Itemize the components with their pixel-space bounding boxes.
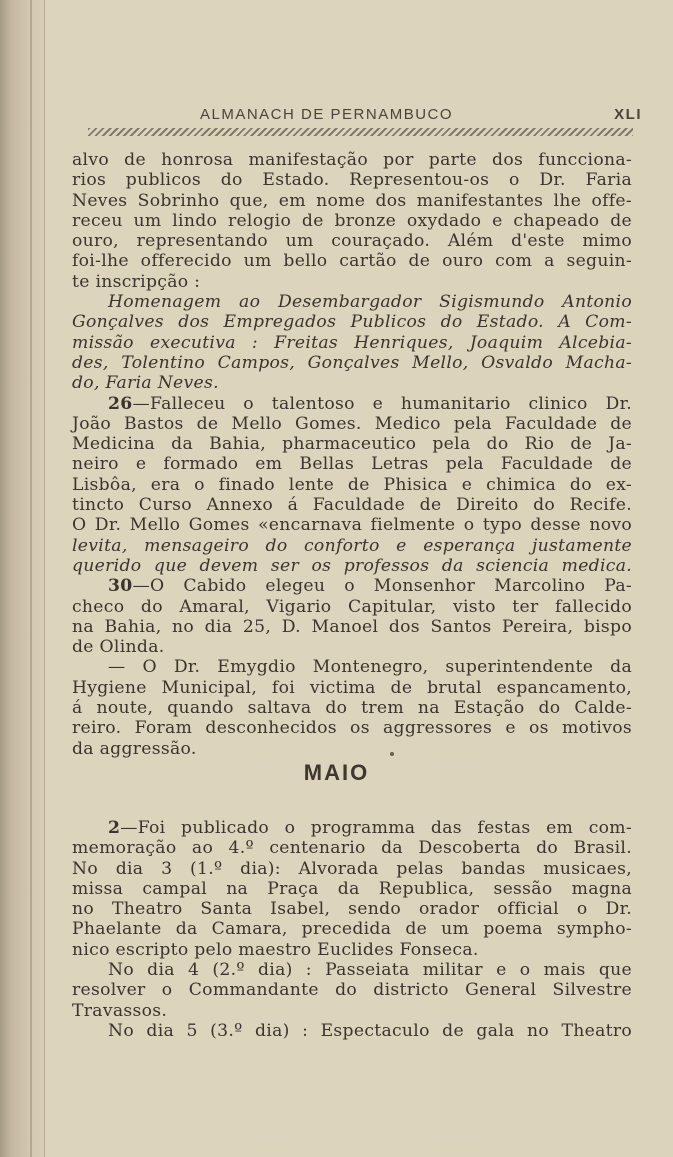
line-text: Phaelante da Camara, precedida de um poema sympho- [72, 919, 632, 940]
text-line [72, 333, 632, 353]
entry-day: 30 [108, 576, 133, 597]
line-text: O Dr. Mello Gomes «encarnava fielmente o typo desse novo [72, 515, 632, 536]
section-ornament [390, 752, 394, 756]
line-text: —Falleceu o talentoso e humanitario clinico Dr. [132, 393, 632, 414]
line-text: Lisbôa, era o finado lente de Phisica e chimica do ex- [72, 474, 632, 495]
gutter-line [30, 0, 32, 1157]
text-line [72, 818, 632, 838]
text-line [72, 597, 632, 617]
line-text: João Bastos de Mello Gomes. Medico pela Faculdade de [72, 413, 632, 434]
text-line [72, 150, 632, 170]
line-text: resolver o Commandante do districto General Silvestre [72, 980, 632, 1001]
text-line [72, 272, 632, 292]
text-line [72, 899, 632, 919]
text-line [72, 434, 632, 454]
text-line [72, 454, 632, 474]
line-text: Neves Sobrinho que, em nome dos manifestantes lhe offe- [72, 190, 632, 211]
text-line [72, 637, 632, 657]
line-text: No dia 5 (3.º dia) : Espectaculo de gala no Theatro [108, 1020, 632, 1041]
text-line [72, 191, 632, 211]
text-line [72, 1001, 632, 1021]
text-line [72, 353, 632, 373]
body-text-block-2 [72, 818, 632, 1041]
text-line [72, 838, 632, 858]
line-text: —O Cabido elegeu o Monsenhor Marcolino Pa- [132, 576, 632, 597]
line-text: na Bahia, no dia 25, D. Manoel dos Santos Pereira, bispo [72, 616, 632, 637]
text-line [72, 739, 632, 759]
text-line [72, 617, 632, 637]
line-text: Gonçalves dos Empregados Publicos do Estado. A Com- [72, 312, 632, 333]
entry-day: 26 [108, 393, 133, 414]
text-line [72, 170, 632, 190]
text-line [72, 859, 632, 879]
line-text: Medicina da Bahia, pharmaceutico pela do Rio de Ja- [72, 434, 632, 455]
line-text: te inscripção : [72, 271, 201, 292]
page-folio: XLI [614, 106, 642, 123]
text-line [72, 657, 632, 677]
text-line [72, 919, 632, 939]
line-text: des, Tolentino Campos, Gonçalves Mello, Osvaldo Macha- [72, 352, 632, 373]
line-text: —Foi publicado o programma das festas em com- [120, 818, 632, 838]
text-line [72, 211, 632, 231]
running-header [60, 106, 650, 128]
text-line [72, 940, 632, 960]
text-line [72, 960, 632, 980]
text-line [72, 475, 632, 495]
text-line [72, 414, 632, 434]
text-line [72, 251, 632, 271]
line-text: do, Faria Neves. [72, 373, 219, 394]
line-text: Homenagem ao Desembargador Sigismundo Antonio [108, 292, 632, 313]
line-text: No dia 3 (1.º dia): Alvorada pelas bandas musicaes, [72, 858, 632, 879]
running-title: ALMANACH DE PERNAMBUCO [200, 106, 454, 123]
section-title: MAIO [303, 760, 370, 785]
line-text: nico escripto pelo maestro Euclides Fonseca. [72, 939, 479, 960]
text-line [72, 718, 632, 738]
line-text: rios publicos do Estado. Representou-os o Dr. Faria [72, 170, 632, 191]
text-line [72, 515, 632, 535]
line-text: neiro e formado em Bellas Letras pela Faculdade de [72, 454, 632, 475]
line-text: alvo de honrosa manifestação por parte dos funcciona- [72, 150, 632, 170]
line-text: Travassos. [72, 1000, 168, 1021]
text-line [72, 312, 632, 332]
line-text: tincto Curso Annexo á Faculdade de Direito do Recife. [72, 495, 632, 516]
line-text: receu um lindo relogio de bronze oxydado e chapeado de [72, 210, 632, 231]
text-line [72, 879, 632, 899]
line-text: á noute, quando saltava do trem na Estação do Calde- [72, 698, 632, 719]
text-line [72, 394, 632, 414]
text-line [72, 576, 632, 596]
line-text: Hygiene Municipal, foi victima de brutal espancamento, [72, 677, 632, 698]
line-text: missão executiva : Freitas Henriques, Joaquim Alcebia- [72, 332, 632, 353]
text-line [72, 536, 632, 556]
line-text: — O Dr. Emygdio Montenegro, superintendente da [108, 657, 632, 678]
text-line [72, 231, 632, 251]
binding-gutter [0, 0, 45, 1157]
line-text: foi-lhe offerecido um bello cartão de ouro com a seguin- [72, 251, 632, 272]
entry-day: 2 [108, 818, 121, 838]
line-text: levita, mensageiro do conforto e esperança justamente [72, 535, 632, 556]
text-line [72, 292, 632, 312]
text-line [72, 1021, 632, 1041]
text-line [72, 556, 632, 576]
text-line [72, 373, 632, 393]
line-text: memoração ao 4.º centenario da Descoberta do Brasil. [72, 838, 632, 859]
line-text: checo do Amaral, Vigario Capitular, visto ter fallecido [72, 596, 632, 617]
line-text: No dia 4 (2.º dia) : Passeiata militar e o mais que [108, 960, 632, 981]
line-text: querido que devem ser os professos da sciencia medica. [72, 555, 632, 576]
line-text: no Theatro Santa Isabel, sendo orador official o Dr. [72, 899, 632, 920]
text-line [72, 495, 632, 515]
line-text: de Olinda. [72, 637, 165, 658]
line-text: ouro, representando um couraçado. Além d'este mimo [72, 231, 632, 252]
line-text: missa campal na Praça da Republica, sessão magna [72, 878, 632, 899]
header-rule [88, 128, 633, 136]
text-line [72, 980, 632, 1000]
body-text-block [72, 150, 632, 759]
line-text: reiro. Foram desconhecidos os aggressores e os motivos [72, 718, 632, 739]
text-line [72, 698, 632, 718]
text-line [72, 678, 632, 698]
line-text: da aggressão. [72, 738, 197, 759]
